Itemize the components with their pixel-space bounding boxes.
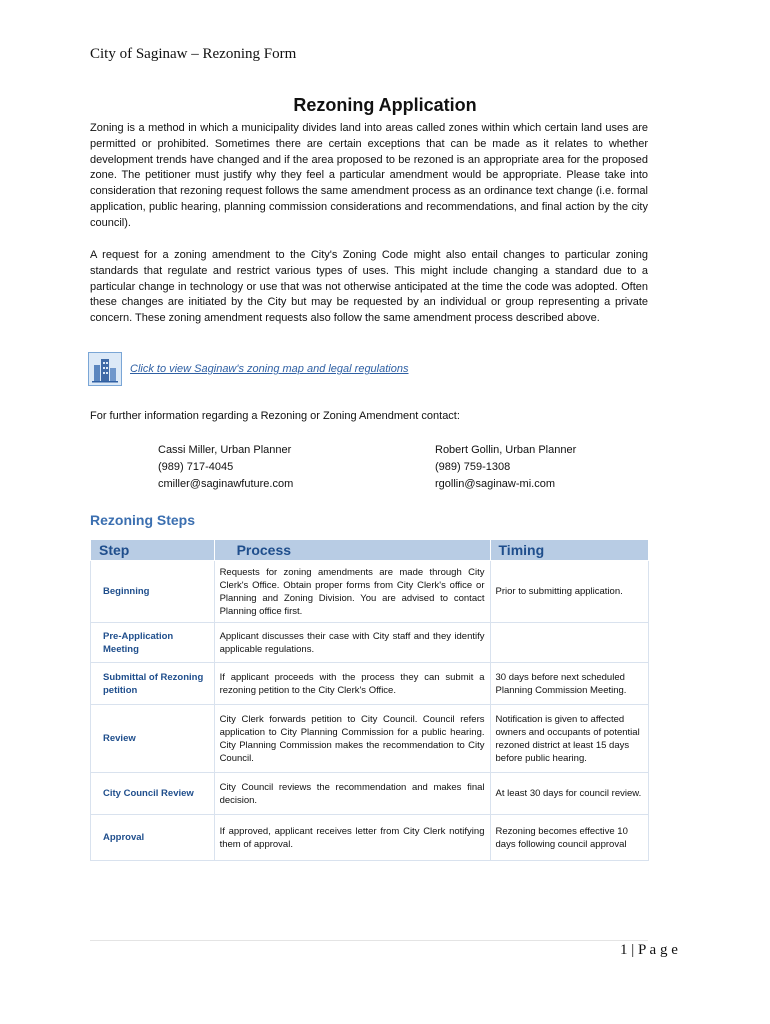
page-title: Rezoning Application — [293, 95, 477, 115]
timing-cell: At least 30 days for council review. — [490, 773, 649, 815]
contact-email: rgollin@saginaw-mi.com — [435, 478, 555, 490]
table-row — [91, 561, 649, 623]
step-cell: Approval — [91, 815, 215, 861]
step-cell: Beginning — [91, 561, 215, 623]
process-cell: City Clerk forwards petition to City Council. Council refers application to City Planning Commission for a public hearing. City Planning Commission makes the recommendation to City Council. — [214, 705, 490, 773]
rezoning-steps-table — [90, 539, 649, 861]
process-cell: If approved, applicant receives letter from City Clerk notifying them of approval. — [214, 815, 490, 861]
zoning-map-link[interactable]: Click to view Saginaw's zoning map and legal regulations — [130, 363, 409, 375]
step-cell: Pre-Application Meeting — [91, 623, 215, 663]
contact-block — [158, 442, 293, 493]
timing-cell — [490, 623, 649, 663]
table-row — [91, 705, 649, 773]
city-buildings-icon[interactable] — [88, 352, 122, 386]
table-row — [91, 623, 649, 663]
process-cell: City Council reviews the recommendation and makes final decision. — [214, 773, 490, 815]
contact-email: cmiller@saginawfuture.com — [158, 478, 294, 490]
step-cell: Submittal of Rezoning petition — [91, 663, 215, 705]
column-header-step: Step — [91, 540, 215, 561]
step-cell: City Council Review — [91, 773, 215, 815]
table-row — [91, 815, 649, 861]
table-row — [91, 663, 649, 705]
step-cell: Review — [91, 705, 215, 773]
contact-name: Robert Gollin, Urban Planner — [435, 444, 577, 456]
column-header-timing: Timing — [490, 540, 649, 561]
process-cell: Requests for zoning amendments are made through City Clerk's Office. Obtain proper forms from City Clerk's office or Planning and Zoning Division. You are advised to contact Planning office first. — [214, 561, 490, 623]
timing-cell: Prior to submitting application. — [490, 561, 649, 623]
timing-cell: Rezoning becomes effective 10 days following council approval — [490, 815, 649, 861]
contact-block — [435, 442, 576, 493]
amendment-paragraph: A request for a zoning amendment to the City's Zoning Code might also entail changes to particular zoning standards that regulate and restrict various types of uses. This might include changing a standard due to a particular change in technology or use that was not otherwise anticipated at the time the code was adopted. Often these changes are initiated by the City but may be requested by an individual or group representing a private concern. These zoning amendment requests also follow the same amendment process described above. — [90, 249, 648, 325]
page-number: 1 | P a g e — [620, 942, 678, 958]
contact-name: Cassi Miller, Urban Planner — [158, 444, 292, 456]
zoning-map-link-row[interactable] — [88, 352, 408, 386]
contact-intro: For further information regarding a Rezoning or Zoning Amendment contact: — [90, 410, 460, 422]
intro-paragraph: Zoning is a method in which a municipality divides land into areas called zones within which certain land uses are permitted or prohibited. Sometimes there are certain exceptions that can be made as it relates to whether development trends have changed and if the area proposed to be rezoned is an appropriate area for the proposed zone. The petitioner must justify why they feel a particular amendment would be appropriate. Please take into consideration that rezoning request follows the same amendment process as an ordinance text change (i.e. formal application, public hearing, planning commission considerations and recommendations, and final action by the city council). — [90, 122, 648, 229]
process-cell: Applicant discusses their case with City staff and they identify applicable regulations. — [214, 623, 490, 663]
footer-divider — [90, 940, 648, 941]
contact-phone: (989) 759-1308 — [435, 461, 511, 473]
section-heading: Rezoning Steps — [90, 512, 196, 528]
table-header-row — [91, 540, 649, 561]
column-header-process: Process — [214, 540, 490, 561]
contact-phone: (989) 717-4045 — [158, 461, 234, 473]
process-cell: If applicant proceeds with the process they can submit a rezoning petition to the City Clerk's Office. — [214, 663, 490, 705]
timing-cell: Notification is given to affected owners and occupants of potential rezoned district at least 15 days before public hearing. — [490, 705, 649, 773]
table-row — [91, 773, 649, 815]
page-header: City of Saginaw – Rezoning Form — [90, 46, 297, 62]
timing-cell: 30 days before next scheduled Planning Commission Meeting. — [490, 663, 649, 705]
